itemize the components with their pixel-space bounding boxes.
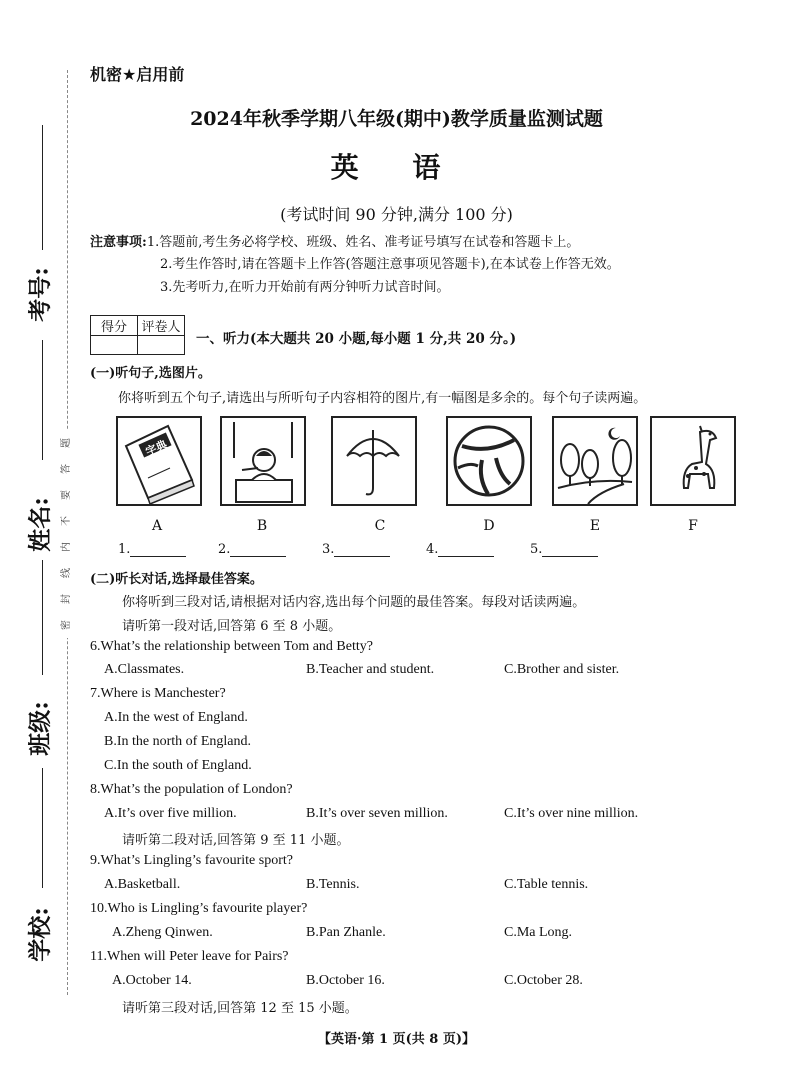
q6-option-a[interactable]: A.Classmates. bbox=[104, 662, 185, 677]
notes-line-1 bbox=[90, 231, 579, 250]
dictionary-icon bbox=[118, 418, 200, 504]
q6-option-b[interactable]: B.Teacher and student. bbox=[306, 662, 435, 677]
q10-option-a[interactable]: A.Zheng Qinwen. bbox=[112, 925, 213, 940]
q7-option-c[interactable]: C.In the south of England. bbox=[104, 758, 252, 773]
seal-char: 内 bbox=[61, 542, 72, 552]
volleyball-icon bbox=[448, 418, 530, 504]
part2-instructions: 你将听到三段对话,请根据对话内容,选出每个问题的最佳答案。每段对话读两遍。 bbox=[122, 595, 586, 610]
score-cell bbox=[91, 336, 138, 355]
q8-option-a[interactable]: A.It’s over five million. bbox=[104, 806, 237, 821]
picture-e-trees bbox=[552, 416, 638, 506]
dialog-2-instruction: 请听第二段对话,回答第 9 至 11 小题。 bbox=[122, 833, 350, 848]
q10-option-c[interactable]: C.Ma Long. bbox=[504, 925, 573, 940]
picture-label: F bbox=[688, 518, 698, 534]
question-10: 10.Who is Lingling’s favourite player? bbox=[90, 901, 308, 916]
question-8: 8.What’s the population of London? bbox=[90, 782, 293, 797]
seal-warning-vertical bbox=[60, 430, 74, 638]
blank-number: 4. bbox=[426, 542, 439, 557]
umbrella-icon bbox=[333, 418, 415, 504]
score-header: 得分 bbox=[91, 316, 138, 336]
seal-char: 答 bbox=[61, 464, 72, 474]
q9-option-a[interactable]: A.Basketball. bbox=[104, 877, 181, 892]
giraffe-icon bbox=[652, 418, 734, 504]
binding-line bbox=[42, 340, 43, 460]
answer-blank-2[interactable] bbox=[218, 542, 286, 557]
seal-char: 要 bbox=[61, 490, 72, 500]
blank-number: 2. bbox=[218, 542, 231, 557]
question-7: 7.Where is Manchester? bbox=[90, 686, 226, 701]
question-11: 11.When will Peter leave for Pairs? bbox=[90, 949, 289, 964]
q11-option-c[interactable]: C.October 28. bbox=[504, 973, 583, 988]
school-label: 学校: bbox=[26, 907, 54, 962]
blank-number: 5. bbox=[530, 542, 543, 557]
seal-char: 不 bbox=[61, 516, 72, 526]
picture-b-teacher bbox=[220, 416, 306, 506]
exam-title: 2024年秋季学期八年级(期中)教学质量监测试题 bbox=[190, 108, 603, 130]
picture-c-umbrella bbox=[331, 416, 417, 506]
class-label: 班级: bbox=[26, 701, 54, 756]
subject-title: 英 语 bbox=[330, 151, 463, 184]
question-9: 9.What’s Lingling’s favourite sport? bbox=[90, 853, 293, 868]
page-footer: 【英语·第 1 页(共 8 页)】 bbox=[317, 1032, 476, 1047]
q9-option-b[interactable]: B.Tennis. bbox=[306, 877, 360, 892]
picture-f-giraffe bbox=[650, 416, 736, 506]
answer-blank-1[interactable] bbox=[118, 542, 186, 557]
note-item: 2.考生作答时,请在答题卡上作答(答题注意事项见答题卡),在本试卷上作答无效。 bbox=[160, 257, 620, 272]
dialog-3-instruction: 请听第三段对话,回答第 12 至 15 小题。 bbox=[122, 1001, 358, 1016]
blank-number: 3. bbox=[322, 542, 335, 557]
grader-cell bbox=[138, 336, 185, 355]
exam-number-label: 考号: bbox=[26, 267, 54, 322]
q11-option-a[interactable]: A.October 14. bbox=[112, 973, 192, 988]
part2-title: (二)听长对话,选择最佳答案。 bbox=[90, 572, 263, 587]
trees-icon bbox=[554, 418, 636, 504]
answer-blank-3[interactable] bbox=[322, 542, 390, 557]
picture-label: A bbox=[151, 518, 163, 534]
dictionary-text: 字典 bbox=[143, 437, 170, 459]
seal-char: 封 bbox=[61, 594, 72, 604]
name-label: 姓名: bbox=[26, 497, 54, 552]
q8-option-b[interactable]: B.It’s over seven million. bbox=[306, 806, 448, 821]
picture-label: B bbox=[256, 518, 268, 534]
note-item: 1.答题前,考生务必将学校、班级、姓名、准考证号填写在试卷和答题卡上。 bbox=[146, 235, 580, 250]
section-title-listening: 一、听力(本大题共 20 小题,每小题 1 分,共 20 分。) bbox=[196, 331, 517, 347]
grader-header: 评卷人 bbox=[138, 316, 185, 336]
answer-blank-5[interactable] bbox=[530, 542, 598, 557]
confidential-mark: 机密★启用前 bbox=[90, 65, 185, 84]
seal-char: 线 bbox=[61, 568, 72, 578]
notes-label: 注意事项: bbox=[90, 235, 147, 250]
picture-d-volleyball bbox=[446, 416, 532, 506]
dialog-1-instruction: 请听第一段对话,回答第 6 至 8 小题。 bbox=[122, 619, 342, 634]
q9-option-c[interactable]: C.Table tennis. bbox=[504, 877, 589, 892]
picture-a-dictionary bbox=[116, 416, 202, 506]
seal-char: 密 bbox=[61, 620, 72, 630]
q10-option-b[interactable]: B.Pan Zhanle. bbox=[306, 925, 386, 940]
part1-instructions: 你将听到五个句子,请选出与所听句子内容相符的图片,有一幅图是多余的。每个句子读两遍。 bbox=[118, 391, 647, 406]
q6-option-c[interactable]: C.Brother and sister. bbox=[504, 662, 620, 677]
note-item: 3.先考听力,在听力开始前有两分钟听力试音时间。 bbox=[160, 280, 450, 295]
score-table bbox=[90, 315, 185, 355]
picture-label: E bbox=[589, 518, 601, 534]
binding-line bbox=[42, 768, 43, 888]
q7-option-a[interactable]: A.In the west of England. bbox=[104, 710, 248, 725]
part1-title: (一)听句子,选图片。 bbox=[90, 366, 211, 381]
q8-option-c[interactable]: C.It’s over nine million. bbox=[504, 806, 639, 821]
question-6: 6.What’s the relationship between Tom and Betty? bbox=[90, 639, 373, 654]
q11-option-b[interactable]: B.October 16. bbox=[306, 973, 385, 988]
picture-label: D bbox=[483, 518, 495, 534]
picture-label: C bbox=[374, 518, 386, 534]
blank-number: 1. bbox=[118, 542, 131, 557]
teacher-icon bbox=[222, 418, 304, 504]
exam-duration: (考试时间 90 分钟,满分 100 分) bbox=[280, 205, 513, 224]
binding-line bbox=[42, 125, 43, 250]
seal-char: 题 bbox=[61, 438, 72, 448]
answer-blank-4[interactable] bbox=[426, 542, 494, 557]
q7-option-b[interactable]: B.In the north of England. bbox=[104, 734, 251, 749]
binding-line bbox=[42, 560, 43, 675]
